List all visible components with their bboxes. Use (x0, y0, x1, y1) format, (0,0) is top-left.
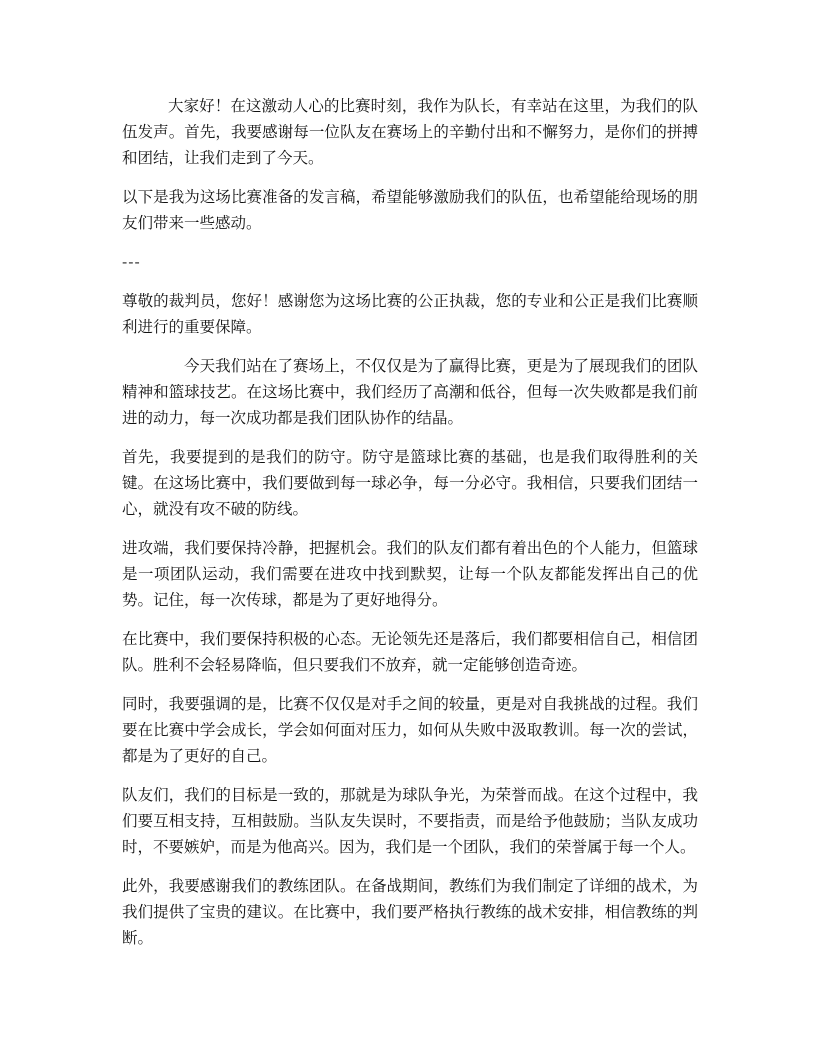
paragraph-greeting: 大家好！在这激动人心的比赛时刻，我作为队长，有幸站在这里，为我们的队伍发声。首先，我要感谢每一位队友在赛场上的辛勤付出和不懈努力，是你们的拼搏和团结，让我们走到了今天。 (122, 97, 698, 167)
paragraph-today: 今天我们站在了赛场上，不仅仅是为了赢得比赛，更是为了展现我们的团队精神和篮球技艺。在这场比赛中，我们经历了高潮和低谷，但每一次失败都是我们前进的动力，每一次成功都是我们团队协作的结晶。 (122, 357, 698, 427)
paragraph-referee: 尊敬的裁判员，您好！感谢您为这场比赛的公正执裁，您的专业和公正是我们比赛顺利进行的重要保障。 (122, 292, 698, 336)
paragraph-intro: 以下是我为这场比赛准备的发言稿，希望能够激励我们的队伍，也希望能给现场的朋友们带来一些感动。 (122, 188, 698, 232)
paragraph-offense: 进攻端，我们要保持冷静，把握机会。我们的队友们都有着出色的个人能力，但篮球是一项团队运动，我们需要在进攻中找到默契，让每一个队友都能发挥出自己的优势。记住，每一次传球，都是为了更好地得分。 (122, 539, 698, 609)
paragraph-teammates: 队友们，我们的目标是一致的，那就是为球队争光，为荣誉而战。在这个过程中，我们要互相支持，互相鼓励。当队友失误时，不要指责，而是给予他鼓励；当队友成功时，不要嫉妒，而是为他高兴。因为，我们是一个团队，我们的荣誉属于每一个人。 (122, 786, 698, 856)
paragraph-mindset: 在比赛中，我们要保持积极的心态。无论领先还是落后，我们都要相信自己，相信团队。胜利不会轻易降临，但只要我们不放弃，就一定能够创造奇迹。 (122, 630, 698, 674)
paragraph-growth: 同时，我要强调的是，比赛不仅仅是对手之间的较量，更是对自我挑战的过程。我们要在比赛中学会成长，学会如何面对压力，如何从失败中汲取教训。每一次的尝试，都是为了更好的自己。 (122, 695, 698, 765)
section-divider: --- (122, 253, 141, 271)
paragraph-defense: 首先，我要提到的是我们的防守。防守是篮球比赛的基础，也是我们取得胜利的关键。在这场比赛中，我们要做到每一球必争，每一分必守。我相信，只要我们团结一心，就没有攻不破的防线。 (122, 448, 698, 518)
paragraph-coaches: 此外，我要感谢我们的教练团队。在备战期间，教练们为我们制定了详细的战术，为我们提供了宝贵的建议。在比赛中，我们要严格执行教练的战术安排，相信教练的判断。 (122, 877, 698, 947)
